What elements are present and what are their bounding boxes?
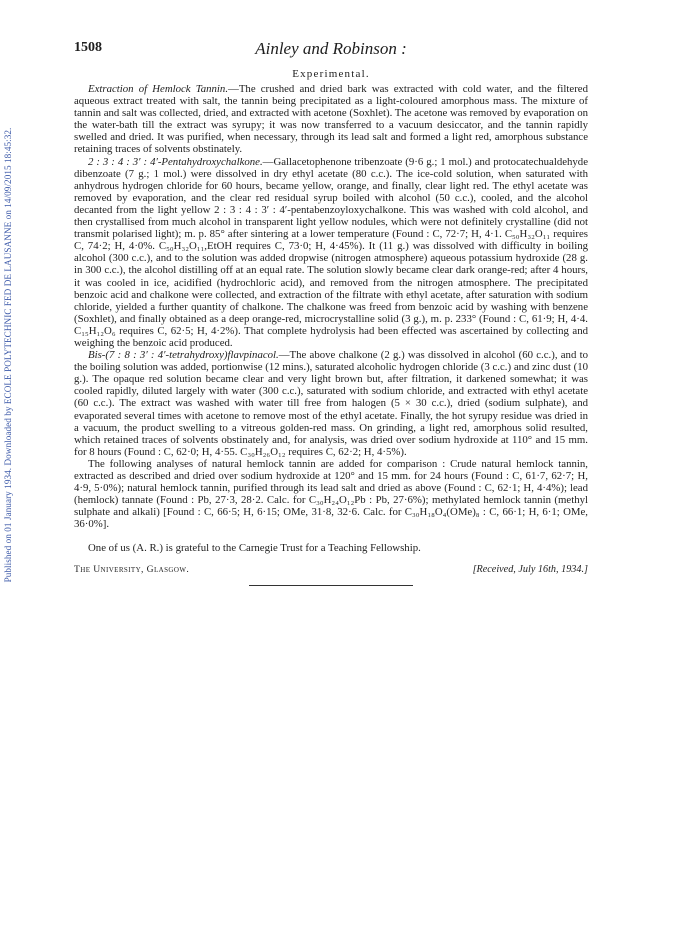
running-title: Ainley and Robinson :: [255, 39, 407, 58]
paragraph-title: Bis-(7 : 8 : 3′ : 4′-tetrahydroxy)flavpinacol.: [88, 349, 279, 362]
page-header: [74, 40, 588, 62]
paragraph-hemlock-extraction: [74, 83, 588, 156]
paragraph-body: The following analyses of natural hemlock tannin are added for comparison : Crude natural hemlock tannin, extracted as described and dried over sodium hydroxide at 120° and 15 mm. for 24 hours (Found : C, 61·7, 62·7; H, 4·9, 5·0%); natural hemlock tannin, purified through its lead salt and dried as above (Found : C, 62·1; H, 4·4%); lead (hemlock) tannate (Found : Pb, 27·3, 28·2. Calc. for C₃₀H₂₄O₁₂Pb : Pb, 27·6%); methylated hemlock tannin (methyl sulphate and alkali) [Found : C, 66·5; H, 6·15; OMe, 31·8, 32·6. Calc. for C₃₀H₁₈O₄(OMe)₈ : C, 66·1; H, 6·1; OMe, 36·0%].: [74, 457, 588, 531]
affiliation: The University, Glasgow.: [74, 563, 190, 575]
paragraph-pentahydroxychalkone: [74, 156, 588, 350]
article-footer: [74, 564, 588, 575]
section-heading: Experimental.: [292, 68, 370, 80]
acknowledgement: One of us (A. R.) is grateful to the Carnegie Trust for a Teaching Fellowship.: [88, 542, 421, 555]
download-watermark: [2, 95, 14, 615]
page-number: 1508: [74, 40, 102, 55]
paragraph-title: Extraction of Hemlock Tannin.: [88, 83, 229, 95]
paragraph-body: —The above chalkone (2 g.) was dissolved in alcohol (60 c.c.), and to the boiling solution was added, portionwise (12 mins.), saturated alcoholic hydrogen chloride (3 c.c.) and zinc dust (10 g.). The opaque red solution became clear and very light brown but, after filtration, it darkened somewhat; it was cooled rapidly, diluted largely with water (300 c.c.), saturated with sodium chloride, and extracted with ethyl acetate (60 c.c.). The extract was washed with water till free from halogen (5 × 30 c.c.), dried (sodium sulphate), and evaporated several times with acetone to remove most of the ethyl acetate. Finally, the hot syrupy residue was dried in a vacuum, the product swelling to a vitreous golden-red mass. On grinding, a light red, amorphous solid resulted, which retained traces of solvents obstinately and, for analysis, was dried over sodium hydroxide at 110° and 15 mm. for 8 hours (Found : C, 62·0; H, 4·55. C₃₀H₂₆O₁₂ requires C, 62·2; H, 4·5%).: [74, 349, 588, 458]
paragraph-flavpinacol: [74, 349, 588, 458]
paragraph-body: —The crushed and dried bark was extracted with cold water, and the filtered aqueous extract treated with salt, the tannin being precipitated as a light-coloured amorphous mass. The mixture of tannin and salt was collected, dried, and extracted with acetone (Soxhlet). The acetone was removed by evaporation on the water-bath till the extract was syrupy; it was now transferred to a vacuum desiccator, and the tannin rapidly swelled and dried. It was purified, when necessary, through its lead salt and formed a light red, amorphous substance retaining traces of solvents obstinately.: [74, 83, 588, 156]
received-date: [Received, July 16th, 1934.]: [472, 563, 588, 575]
download-watermark-text: Published on 01 January 1934. Downloaded by ECOLE POLYTECHNIC FED DE LAUSANNE on 14/09/2015 18:45:32.: [3, 127, 13, 583]
paragraph-title: 2 : 3 : 4 : 3′ : 4′-Pentahydroxychalkone.: [88, 155, 263, 168]
paragraph-body: —Gallacetophenone tribenzoate (9·6 g.; 1 mol.) and protocatechualdehyde dibenzoate (7 g.; 1 mol.) were dissolved in dry ethyl acetate (80 c.c.). The ice-cold solution, when saturated with anhydrous hydrogen chloride for 60 hours, became yellow, orange, and finally, clear light red. The ethyl acetate was removed by evaporation, and the clear red residual syrup boiled with alcohol (50 c.c.), cooled, and the alcohol decanted from the light yellow 2 : 3 : 4 : 3′ : 4′-pentabenzoyloxychalkone. This was washed with cold alcohol, and then crystallised from much alcohol in transparent light yellow nodules, which were not definitely crystalline (did not transmit polarised light); m. p. 85° after sintering at a lower temperature (Found : C, 72·7; H, 4·1. C₅₀H₃₂O₁₁ requires C, 74·2; H, 4·0%. C₅₀H₃₂O₁₁,EtOH requires C, 73·0; H, 4·45%). It (11 g.) was dissolved with difficulty in boiling alcohol (300 c.c.), and to the solution was added dropwise (nitrogen atmosphere) aqueous potassium hydroxide (28 g. in 300 c.c.), the alcohol distilling off at an equal rate. The solution slowly became clear dark orange-red; after 4 hours, it was cooled in ice, acidified (hydrochloric acid), and removed from the nitrogen atmosphere. The precipitated benzoic acid and chalkone were collected, and extraction of the filtrate with ethyl acetate, after saturation with sodium chloride, yielded a further quantity of chalkone. The chalkone was freed from benzoic acid by washing with benzene (Soxhlet), and finally obtained as a deep orange-red, microcrystalline solid (3 g.), m. p. 233° (Found : C, 61·9; H, 4·4. C₁₅H₁₂O₆ requires C, 62·5; H, 4·2%). That complete hydrolysis had been effected was ascertained by collecting and weighing the benzoic acid produced.: [74, 155, 589, 349]
paragraph-natural-tannin-analyses: [74, 458, 588, 531]
journal-page: [74, 40, 588, 586]
end-rule: [249, 585, 413, 586]
